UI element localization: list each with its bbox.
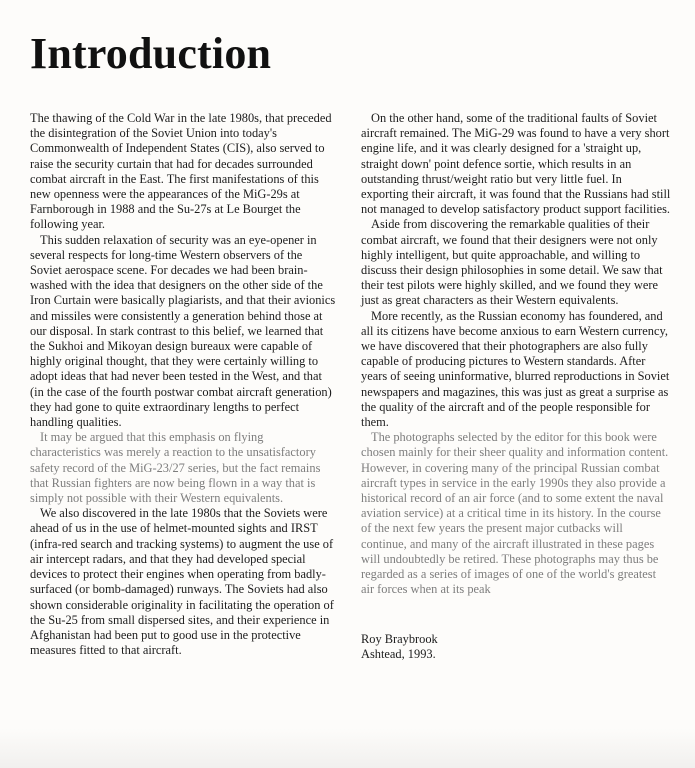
author-place-date: Ashtead, 1993. bbox=[361, 646, 436, 661]
signature-block bbox=[361, 632, 671, 662]
paragraph: This sudden relaxation of security was an eye-opener in several respects for long-time Western observers of the Soviet aerospace scene. For decades we had been brain-washed with the idea that designers on the other side of the Iron Curtain were basically plagiarists, and that their avionics and missiles were consistently a generation behind those at our disposal. In stark contrast to this belief, we learned that the Sukhoi and Mikoyan design bureaux were capable of highly original thought, that they were certainly willing to adopt ideas that had never been tested in the West, and that (in the case of the fourth postwar combat aircraft generation) they had gone to quite extraordinary lengths to perfect handling qualities. bbox=[30, 232, 336, 430]
page-bottom-shadow bbox=[0, 728, 695, 768]
paragraph: The thawing of the Cold War in the late 1980s, that preceded the disintegration of the Soviet Union into today's Commonwealth of Independent States (CIS), also served to raise the security curtain that had for decades surrounded combat aircraft in the East. The first manifestations of this new openness were the appearances of the MiG-29s at Farnborough in 1988 and the Su-27s at Le Bourget the following year. bbox=[30, 111, 332, 232]
page-title: Introduction bbox=[30, 29, 272, 78]
paragraph: We also discovered in the late 1980s that the Soviets were ahead of us in the use of helmet-mounted sights and IRST (infra-red search and tracking systems) to augment the use of air intercept radars, and that they had developed special devices to protect their engines when operating from badly-surfaced (or bomb-damaged) runways. The Soviets had also shown considerable originality in facilitating the operation of the Su-25 from small dispersed sites, and their experience in Afghanistan had been put to good use in the protective measures fitted to that aircraft. bbox=[30, 506, 334, 658]
author-name: Roy Braybrook bbox=[361, 631, 438, 646]
left-column bbox=[30, 111, 336, 658]
paragraph: On the other hand, some of the traditional faults of Soviet aircraft remained. The MiG-29 was found to have a very short engine life, and it was clearly designed for a 'straight up, straight down' point defence sortie, which results in an outstanding thrust/weight ratio but very little fuel. In exporting their aircraft, it was found that the Russians had still not managed to develop satisfactory product support facilities. bbox=[361, 111, 671, 217]
paragraph: It may be argued that this emphasis on flying characteristics was merely a reaction to the unsatisfactory safety record of the MiG-23/27 series, but the fact remains that Russian fighters are now being flown in a way that is simply not possible with their Western equivalents. bbox=[30, 430, 321, 506]
right-column bbox=[361, 111, 671, 662]
paragraph: More recently, as the Russian economy has foundered, and all its citizens have become anxious to earn Western currency, we have discovered that their photographers are also fully capable of producing pictures to Western standards. After years of seeing uninformative, blurred reproductions in Soviet newspapers and magazines, this was just as great a surprise as the quality of the aircraft and of the people responsible for them. bbox=[361, 308, 670, 430]
paragraph: The photographs selected by the editor for this book were chosen mainly for their sheer quality and information content. However, in covering many of the principal Russian combat aircraft types in service in the early 1990s they also provide a historical record of an air force (and to some extent the naval aviation service) at a critical time in its history. In the course of the next few years the present major cutbacks will continue, and many of the aircraft illustrated in these pages will undoubtedly be retired. These photographs may thus be regarded as a series of images of one of the world's greatest air forces when at its peak bbox=[361, 430, 669, 597]
paragraph: Aside from discovering the remarkable qualities of their combat aircraft, we found that their designers were not only highly intelligent, but quite approachable, and willing to discuss their design philosophies in some detail. We saw that their test pilots were highly skilled, and we found they were just as great characters as their Western equivalents. bbox=[361, 217, 663, 308]
